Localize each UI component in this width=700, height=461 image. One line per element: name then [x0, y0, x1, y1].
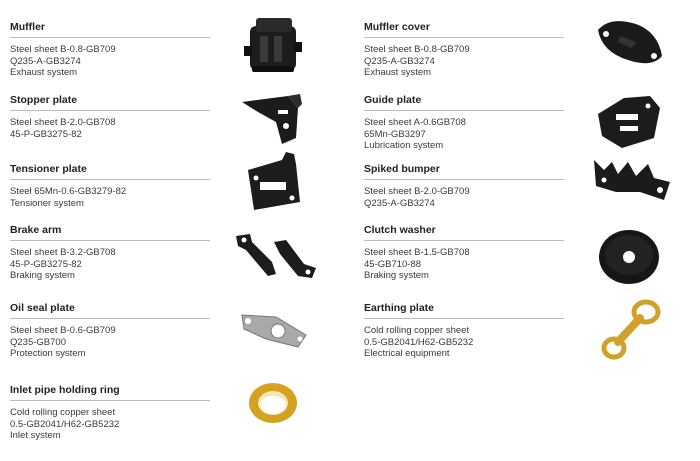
part-spec: 0.5-GB2041/H62-GB5232 — [10, 418, 120, 430]
part-spiked-bumper — [364, 163, 564, 209]
part-spec: 45-P-GB3275-82 — [10, 258, 82, 270]
muffler-image — [238, 12, 308, 78]
part-stopper-plate — [10, 94, 210, 140]
part-spec: Cold rolling copper sheet — [364, 325, 470, 336]
part-title: Muffler — [10, 21, 210, 38]
part-spec: Steel sheet B-3.2-GB708 — [10, 247, 116, 258]
part-spec: Steel sheet B-2.0-GB708 — [10, 117, 116, 128]
part-spec: Electrical equipment — [364, 348, 450, 359]
part-spec: Steel sheet B-1.5-GB708 — [364, 247, 470, 258]
part-title: Earthing plate — [364, 302, 564, 319]
part-spec: Steel sheet A-0.6GB708 — [364, 117, 466, 128]
part-tensioner-plate — [10, 163, 210, 209]
part-spec: Exhaust system — [364, 67, 432, 78]
part-muffler-cover — [364, 21, 564, 79]
part-muffler — [10, 21, 210, 79]
part-spec: Steel sheet B-0.8-GB709 — [10, 44, 116, 55]
part-spec: Q235-A-GB3274 — [364, 197, 435, 209]
stopper-plate-image — [238, 92, 310, 150]
earthing-plate-image — [600, 298, 662, 364]
part-title: Stopper plate — [10, 94, 210, 111]
part-spec: 0.5-GB2041/H62-GB5232 — [364, 336, 474, 348]
part-spec: Protection system — [10, 348, 86, 359]
part-title: Inlet pipe holding ring — [10, 384, 210, 401]
part-spec: Steel sheet B-0.8-GB709 — [364, 44, 470, 55]
part-title: Spiked bumper — [364, 163, 564, 180]
guide-plate-image — [594, 92, 664, 152]
part-guide-plate — [364, 94, 564, 152]
part-spec: Tensioner system — [10, 197, 84, 209]
part-spec: 65Mn-GB3297 — [364, 128, 426, 140]
part-title: Brake arm — [10, 224, 210, 241]
part-spec: Braking system — [10, 270, 75, 281]
part-spec: 45-GB710-88 — [364, 258, 422, 270]
oil-seal-plate-image — [236, 305, 312, 355]
part-title: Tensioner plate — [10, 163, 210, 180]
brake-arm-image — [232, 228, 318, 284]
inlet-pipe-holding-ring-image — [246, 376, 300, 430]
part-spec: Braking system — [364, 270, 429, 281]
part-spec: Q235-A-GB3274 — [10, 55, 81, 67]
part-inlet-pipe-holding-ring — [10, 384, 210, 442]
part-spec: Inlet system — [10, 430, 61, 441]
clutch-washer-image — [596, 228, 662, 286]
part-spec: Exhaust system — [10, 67, 78, 78]
part-spec: Steel sheet B-0.6-GB709 — [10, 325, 116, 336]
part-brake-arm — [10, 224, 210, 282]
part-spec: Steel sheet B-2.0-GB709 — [364, 186, 470, 197]
part-title: Oil seal plate — [10, 302, 210, 319]
part-spec: Cold rolling copper sheet — [10, 407, 116, 418]
part-title: Clutch washer — [364, 224, 564, 241]
spiked-bumper-image — [590, 156, 674, 206]
part-spec: 45-P-GB3275-82 — [10, 128, 82, 140]
part-spec: Q235-A-GB3274 — [364, 55, 435, 67]
part-spec: Steel 65Mn-0.6-GB3279-82 — [10, 186, 127, 197]
part-title: Muffler cover — [364, 21, 564, 38]
muffler-cover-image — [592, 14, 666, 70]
part-clutch-washer — [364, 224, 564, 282]
part-spec: Lubrication system — [364, 140, 444, 151]
tensioner-plate-image — [242, 150, 308, 216]
part-oil-seal-plate — [10, 302, 210, 360]
part-spec: Q235-GB700 — [10, 336, 66, 348]
part-earthing-plate — [364, 302, 564, 360]
part-title: Guide plate — [364, 94, 564, 111]
